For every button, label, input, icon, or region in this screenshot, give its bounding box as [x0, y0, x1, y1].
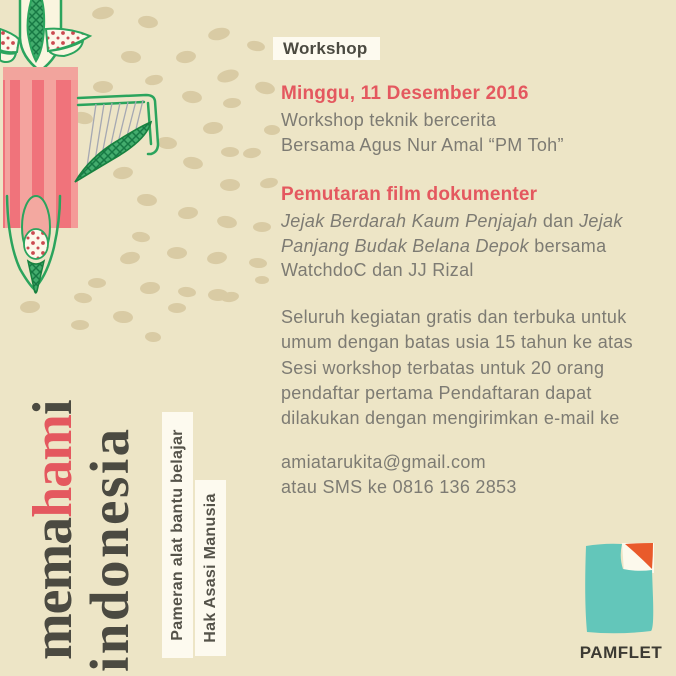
info-line: pendaftar pertama Pendaftaran dapat — [281, 382, 592, 403]
label-box-ham — [195, 480, 226, 656]
title-part-i: i — [22, 400, 84, 416]
info-line: Sesi workshop terbatas untuk 20 orang — [281, 357, 605, 378]
film-conjunction-2: bersama — [528, 235, 607, 256]
label-box-pameran — [162, 412, 193, 658]
title-part-mema: mema — [22, 517, 84, 660]
plane-illustration-icon — [0, 0, 158, 293]
label-ham-text: Hak Asasi Manusia — [202, 493, 219, 643]
contact-sms: atau SMS ke 0816 136 2853 — [281, 476, 517, 497]
label-pameran-text: Pameran alat bantu belajar — [169, 429, 186, 641]
film-block — [281, 183, 623, 283]
contact-email: amiatarukita@gmail.com — [281, 452, 486, 472]
poster-title-memahami — [24, 386, 82, 660]
film-line-1 — [281, 209, 623, 234]
event-line-1: Workshop teknik bercerita — [281, 110, 497, 130]
title-highlight-ham: ham — [22, 415, 84, 518]
info-block — [281, 305, 633, 431]
film-line-3: WatchdoC dan JJ Rizal — [281, 260, 474, 281]
film-heading: Pemutaran film dokumenter — [281, 184, 538, 205]
pamflet-logo — [578, 540, 664, 663]
film-line-2 — [281, 234, 623, 259]
pamflet-logo-mark-icon — [578, 540, 664, 636]
pamflet-logo-text: PAMFLET — [579, 643, 663, 662]
event-date-heading: Minggu, 11 Desember 2016 — [281, 83, 529, 104]
poster-title-indonesia: indonesia — [79, 426, 140, 672]
contact-block — [281, 450, 517, 499]
event-line-2: Bersama Agus Nur Amal “PM Toh” — [281, 134, 564, 155]
info-line: umum dengan batas usia 15 tahun ke atas — [281, 332, 633, 353]
event-block — [281, 82, 564, 157]
info-line: Seluruh kegiatan gratis dan terbuka untuk — [281, 307, 627, 327]
film-title-1: Jejak Berdarah Kaum Penjajah — [281, 211, 538, 231]
info-line: dilakukan dengan mengirimkan e-mail ke — [281, 408, 620, 429]
film-title-2-start: Jejak — [579, 211, 623, 231]
workshop-tag: Workshop — [273, 37, 380, 60]
film-title-2-end: Panjang Budak Belana Depok — [281, 235, 529, 256]
film-conjunction-1: dan — [537, 211, 580, 231]
